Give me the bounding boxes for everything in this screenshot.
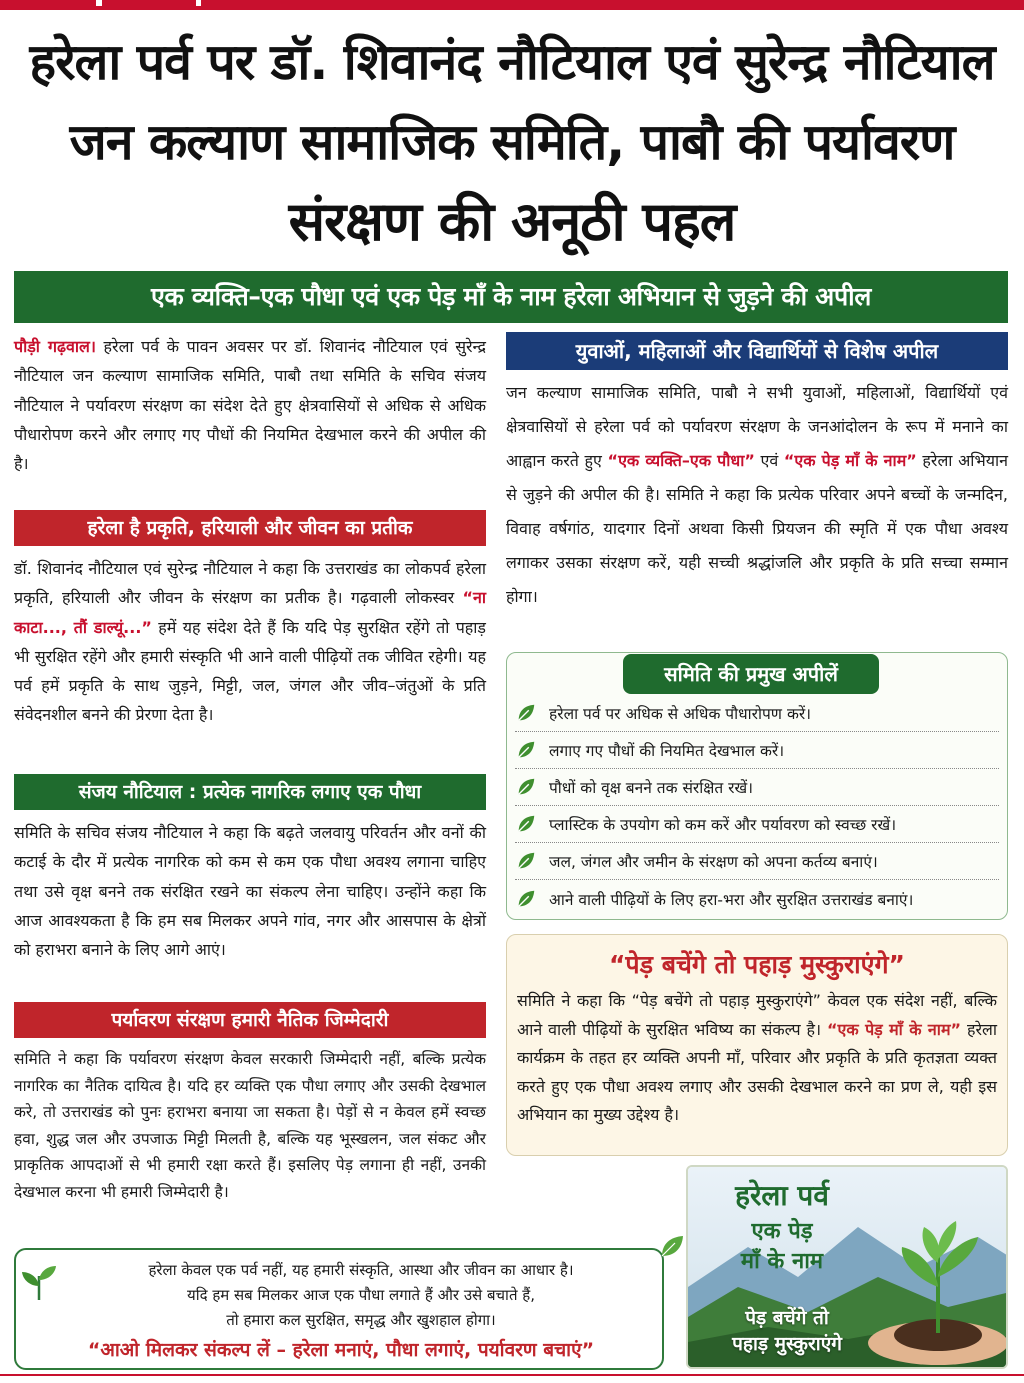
section-heading-moral-duty: पर्यावरण संरक्षण हमारी नैतिक जिम्मेदारी (14, 1002, 486, 1038)
main-headline (10, 22, 1014, 262)
key-appeals-title: समिति की प्रमुख अपीलें (623, 654, 879, 694)
special-appeal-paragraph (506, 376, 1008, 614)
headline-line-3: संरक्षण की अनूठी पहल (288, 190, 736, 253)
list-item (515, 695, 999, 732)
top-color-strip (0, 0, 1024, 10)
key-appeals-list (515, 695, 999, 917)
headline-line-1: हरेला पर्व पर डॉ. शिवानंद नौटियाल एवं सुरेन्द्र नौटियाल (29, 33, 995, 91)
campaign-banner: एक व्यक्ति–एक पौधा एवं एक पेड़ माँ के नाम हरेला अभियान से जुड़ने की अपील (14, 271, 1008, 323)
quote-box-mother-tree: “एक पेड़ माँ के नाम” (827, 1019, 962, 1039)
appeal-quote-one-person: “एक व्यक्ति–एक पौधा” (607, 451, 755, 470)
leaf-icon (515, 850, 537, 872)
appeal-text: हरेला पर्व पर अधिक से अधिक पौधारोपण करें। (549, 705, 812, 723)
appeal-text: लगाए गए पौधों की नियमित देखभाल करें। (549, 742, 785, 760)
section1-text-b: हमें यह संदेश देते हैं कि यदि पेड़ सुरक्षित रहेंगे तो पहाड़ भी सुरक्षित रहेंगे और हमारी संस्कृति भी आने वाली पीढ़ियों तक जीवित रहेगी। यह पर्व हमें प्रकृति के साथ जुड़ने, मिट्टी, जल, जंगल और जीव–जंतुओं के प्रति संवेदनशील बनने की प्रेरणा देता है। (14, 617, 486, 725)
list-item (515, 732, 999, 769)
poster-subtitle-line-1: एक पेड़ (751, 1219, 813, 1244)
quote-box-text-b: हरेला कार्यक्रम के तहत हर व्यक्ति अपनी माँ, परिवार और प्रकृति के प्रति कृतज्ञता व्यक्त करते हुए एक पौधा अवश्य लगाए और उसकी देखभाल करने का प्रण ले, यही इस अभियान का मुख्य उद्देश्य है। (517, 1019, 997, 1125)
quote-box-paragraph (517, 987, 997, 1130)
trees-mountains-quote-box (506, 934, 1008, 1156)
poster-slogan (692, 1305, 882, 1357)
appeal-text: आने वाली पीढ़ियों के लिए हरा-भरा और सुरक्षित उत्तराखंड बनाएं। (549, 890, 914, 909)
dateline: पौड़ी गढ़वाल। (14, 337, 96, 356)
footer-message-box (14, 1248, 664, 1370)
leaf-icon (515, 888, 537, 910)
appeal-text: जल, जंगल और जमीन के संरक्षण को अपना कर्तव्य बनाएं। (549, 853, 878, 871)
footer-lines (66, 1258, 656, 1333)
intro-paragraph (14, 332, 486, 510)
bottom-border (0, 1374, 1024, 1383)
section-heading-special-appeal: युवाओं, महिलाओं और विद्यार्थियों से विशेष अपील (506, 332, 1008, 370)
section2-paragraph: समिति के सचिव संजय नौटियाल ने कहा कि बढ़ते जलवायु परिवर्तन और वनों की कटाई के दौर में प्रत्येक नागरिक को कम से कम एक पौधा अवश्य लगाना चाहिए तथा उसे वृक्ष बनने तक संरक्षित रखने का संकल्प लेना चाहिए। उन्होंने कहा कि आज आवश्यकता है कि हम सब मिलकर अपने गांव, नगर और आसपास के क्षेत्रों को हराभरा बनाने के लिए आगे आएं। (14, 823, 486, 960)
section3-paragraph: समिति ने कहा कि पर्यावरण संरक्षण केवल सरकारी जिम्मेदारी नहीं, बल्कि प्रत्येक नागरिक का नैतिक दायित्व है। यदि हर व्यक्ति एक पौधा लगाए और उसकी देखभाल करे, तो उत्तराखंड को पुनः हराभरा बनाया जा सकता है। पेड़ों से न केवल हमें स्वच्छ हवा, शुद्ध जल और उपजाऊ मिट्टी मिलती है, बल्कि यह भूस्खलन, जल संकट और प्राकृतिक आपदाओं से भी हमारी रक्षा करते हैं। इसलिए पेड़ लगाना ही नहीं, उनकी देखभाल करना भी हमारी जिम्मेदारी है। (14, 1050, 486, 1201)
leaf-icon (658, 1232, 686, 1260)
right-column (506, 332, 1008, 614)
poster-slogan-line-2: पहाड़ मुस्कुराएंगे (732, 1333, 842, 1355)
appeal-text-a: जन कल्याण सामाजिक समिति, पाबौ ने सभी युवाओं, महिलाओं, विद्यार्थियों एवं क्षेत्रवासियों से हरेला पर्व को पर्यावरण संरक्षण के जनआंदोलन के रूप में मनाने का आह्वान करते हुए (506, 383, 1008, 470)
appeal-text: प्लास्टिक के उपयोग को कम करें और पर्यावरण को स्वच्छ रखें। (549, 816, 897, 834)
footer-line-1: हरेला केवल एक पर्व नहीं, यह हमारी संस्कृति, आस्था और जीवन का आधार है। (148, 1261, 574, 1279)
leaf-icon (515, 739, 537, 761)
leaf-icon (18, 1262, 60, 1304)
left-column (14, 332, 486, 1206)
leaf-icon (515, 813, 537, 835)
poster-title: हरेला पर्व (735, 1179, 829, 1212)
list-item (515, 843, 999, 880)
key-appeals-box (506, 652, 1008, 920)
footer-line-3: तो हमारा कल सुरक्षित, समृद्ध और खुशहाल होगा। (226, 1311, 496, 1329)
poster-subtitle-line-2: माँ के नाम (740, 1249, 824, 1274)
list-item (515, 806, 999, 843)
quote-box-title: “पेड़ बचेंगे तो पहाड़ मुस्कुराएंगे” (608, 950, 905, 979)
appeal-text-c: हरेला अभियान से जुड़ने की अपील की है। समिति ने कहा कि प्रत्येक परिवार अपने बच्चों के जन्मदिन, विवाह वर्षगांठ, यादगार दिनों अथवा किसी प्रियजन की स्मृति में एक पौधा अवश्य लगाकर उसका संरक्षण करें, यही सच्ची श्रद्धांजलि और प्रकृति के प्रति सच्चा सम्मान होगा। (506, 451, 1008, 606)
poster-subtitle (702, 1217, 862, 1277)
list-item (515, 769, 999, 806)
section1-text-a: डॉ. शिवानंद नौटियाल एवं सुरेन्द्र नौटियाल ने कहा कि उत्तराखंड का लोकपर्व हरेला प्रकृति, हरियाली और जीवन के संरक्षण का प्रतीक है। गढ़वाली लोकस्वर (14, 559, 486, 608)
appeal-text-b: एवं (754, 451, 784, 470)
appeal-quote-mother-tree: “एक पेड़ माँ के नाम” (783, 451, 917, 470)
poster-slogan-line-1: पेड़ बचेंगे तो (745, 1307, 829, 1329)
appeal-text: पौधों को वृक्ष बनने तक संरक्षित रखें। (549, 779, 754, 797)
section-heading-sanjay-nautiyal: संजय नौटियाल : प्रत्येक नागरिक लगाए एक पौधा (14, 774, 486, 810)
folk-song-quote: “ना काटा..., तौं डाल्यूं...” (14, 588, 486, 637)
leaf-icon (515, 776, 537, 798)
leaf-icon (515, 702, 537, 724)
section1-paragraph (14, 554, 486, 774)
section-heading-harela-symbol: हरेला है प्रकृति, हरियाली और जीवन का प्रतीक (14, 510, 486, 546)
footer-slogan: “आओ मिलकर संकल्प लें – हरेला मनाएं, पौधा लगाएं, पर्यावरण बचाएं” (87, 1339, 595, 1361)
harela-poster-image (686, 1165, 1008, 1369)
footer-line-2: यदि हम सब मिलकर आज एक पौधा लगाते हैं और उसे बचाते हैं, (187, 1286, 535, 1304)
headline-line-2: जन कल्याण सामाजिक समिति, पाबौ की पर्यावरण (69, 113, 955, 171)
quote-box-text-a: समिति ने कहा कि “पेड़ बचेंगे तो पहाड़ मुस्कुराएंगे” केवल एक संदेश नहीं, बल्कि आने वाली पीढ़ियों के सुरक्षित भविष्य का संकल्प है। (517, 991, 997, 1039)
list-item (515, 880, 999, 917)
intro-text: हरेला पर्व के पावन अवसर पर डॉ. शिवानंद नौटियाल एवं सुरेन्द्र नौटियाल जन कल्याण सामाजिक समिति, पाबौ तथा समिति के सचिव संजय नौटियाल ने पर्यावरण संरक्षण का संदेश देते हुए क्षेत्रवासियों से अधिक से अधिक पौधारोपण करने और लगाए गए पौधों की नियमित देखभाल करने की अपील की है। (14, 337, 486, 474)
